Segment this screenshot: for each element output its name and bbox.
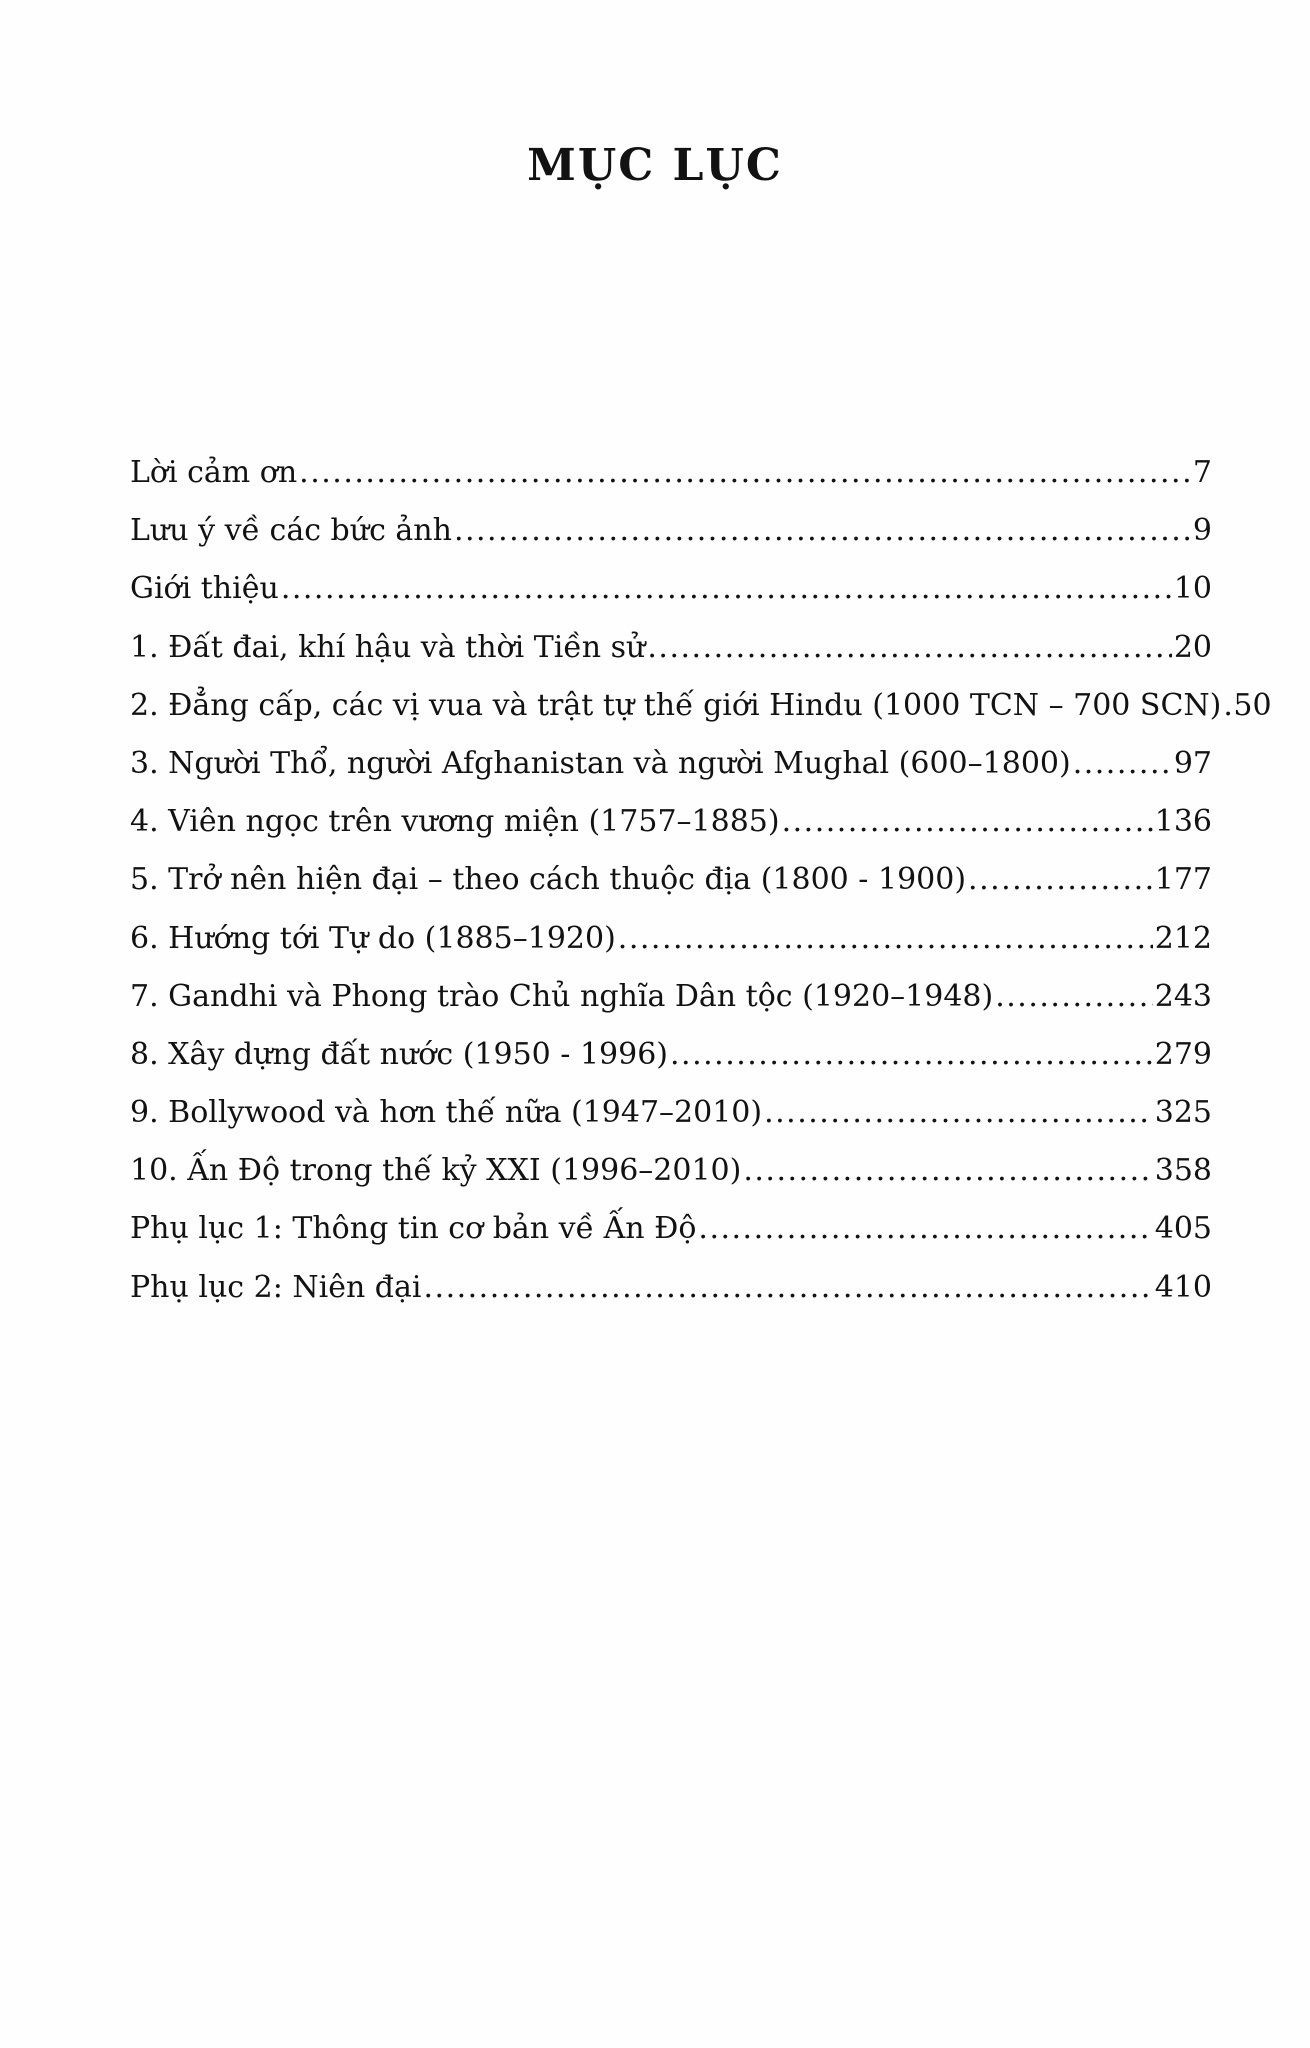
toc-entry-page: 325	[1154, 1095, 1212, 1131]
toc-entry-label: 8. Xây dựng đất nước (1950 - 1996)	[130, 1036, 669, 1072]
toc-entry-label: Phụ lục 2: Niên đại	[130, 1269, 422, 1305]
toc-dot-leader	[764, 1095, 1153, 1130]
toc-entry	[130, 513, 1212, 571]
toc-entry-page: 20	[1173, 629, 1212, 665]
toc-entry-label: Lời cảm ơn	[130, 455, 298, 490]
toc-dot-leader	[281, 571, 1172, 606]
toc-dot-leader	[1073, 746, 1172, 781]
toc-entry-page: 358	[1154, 1153, 1212, 1189]
toc-entry-page: 9	[1192, 513, 1212, 549]
toc-dot-leader	[1223, 688, 1231, 723]
toc-dot-leader	[424, 1270, 1153, 1305]
toc-entry-label: 1. Đất đai, khí hậu và thời Tiền sử	[130, 629, 646, 665]
toc-entry	[130, 571, 1212, 629]
toc-entry-label: Giới thiệu	[130, 571, 279, 607]
toc-entry	[130, 746, 1212, 804]
toc-entry-page: 243	[1154, 978, 1212, 1014]
toc-entry	[130, 804, 1212, 862]
toc-entry-page: 7	[1192, 455, 1212, 490]
toc-entry-page: 97	[1173, 745, 1212, 781]
toc-entry-page: 405	[1154, 1211, 1212, 1247]
toc-entry	[130, 455, 1212, 513]
toc-dot-leader	[299, 455, 1191, 490]
toc-entry-page: 50	[1233, 687, 1272, 723]
table-of-contents	[130, 455, 1272, 1328]
toc-entry-page: 136	[1154, 804, 1212, 840]
toc-entry-label: 10. Ấn Độ trong thế kỷ XXI (1996–2010)	[130, 1153, 742, 1189]
toc-entry-label: 3. Người Thổ, người Afghanistan và người Mughal (600–1800)	[130, 745, 1071, 781]
toc-entry-page: 177	[1154, 862, 1212, 898]
toc-dot-leader	[454, 513, 1191, 548]
toc-entry	[130, 921, 1212, 979]
toc-dot-leader	[995, 979, 1153, 1014]
toc-entry	[130, 862, 1212, 920]
toc-entry	[130, 630, 1212, 688]
toc-entry-label: 9. Bollywood và hơn thế nữa (1947–2010)	[130, 1095, 763, 1131]
toc-entry-page: 10	[1173, 571, 1212, 607]
page-title: MỤC LỤC	[527, 140, 783, 191]
toc-entry-label: 5. Trở nên hiện đại – theo cách thuộc địa (1800 - 1900)	[130, 862, 967, 898]
toc-entry	[130, 687, 1272, 746]
toc-entry	[130, 1270, 1212, 1328]
toc-dot-leader	[743, 1153, 1152, 1188]
toc-entry-label: 7. Gandhi và Phong trào Chủ nghĩa Dân tộc (1920–1948)	[130, 978, 994, 1014]
toc-entry-page: 212	[1154, 920, 1212, 956]
toc-dot-leader	[670, 1037, 1153, 1072]
toc-entry	[130, 1211, 1212, 1269]
toc-entry-page: 279	[1154, 1036, 1212, 1072]
toc-dot-leader	[782, 804, 1153, 839]
toc-entry	[130, 979, 1212, 1037]
toc-entry-label: 4. Viên ngọc trên vương miện (1757–1885)	[130, 804, 780, 840]
toc-dot-leader	[618, 921, 1153, 956]
toc-dot-leader	[968, 862, 1153, 897]
toc-entry-label: Phụ lục 1: Thông tin cơ bản về Ấn Độ	[130, 1211, 697, 1247]
toc-entry-label: 2. Đẳng cấp, các vị vua và trật tự thế giới Hindu (1000 TCN – 700 SCN)	[130, 687, 1222, 723]
toc-entry	[130, 1037, 1212, 1095]
toc-entry	[130, 1153, 1212, 1211]
toc-dot-leader	[698, 1211, 1152, 1246]
toc-entry	[130, 1095, 1212, 1153]
toc-dot-leader	[647, 630, 1171, 665]
toc-entry-label: Lưu ý về các bức ảnh	[130, 513, 452, 549]
toc-entry-page: 410	[1154, 1269, 1212, 1305]
toc-entry-label: 6. Hướng tới Tự do (1885–1920)	[130, 920, 616, 956]
